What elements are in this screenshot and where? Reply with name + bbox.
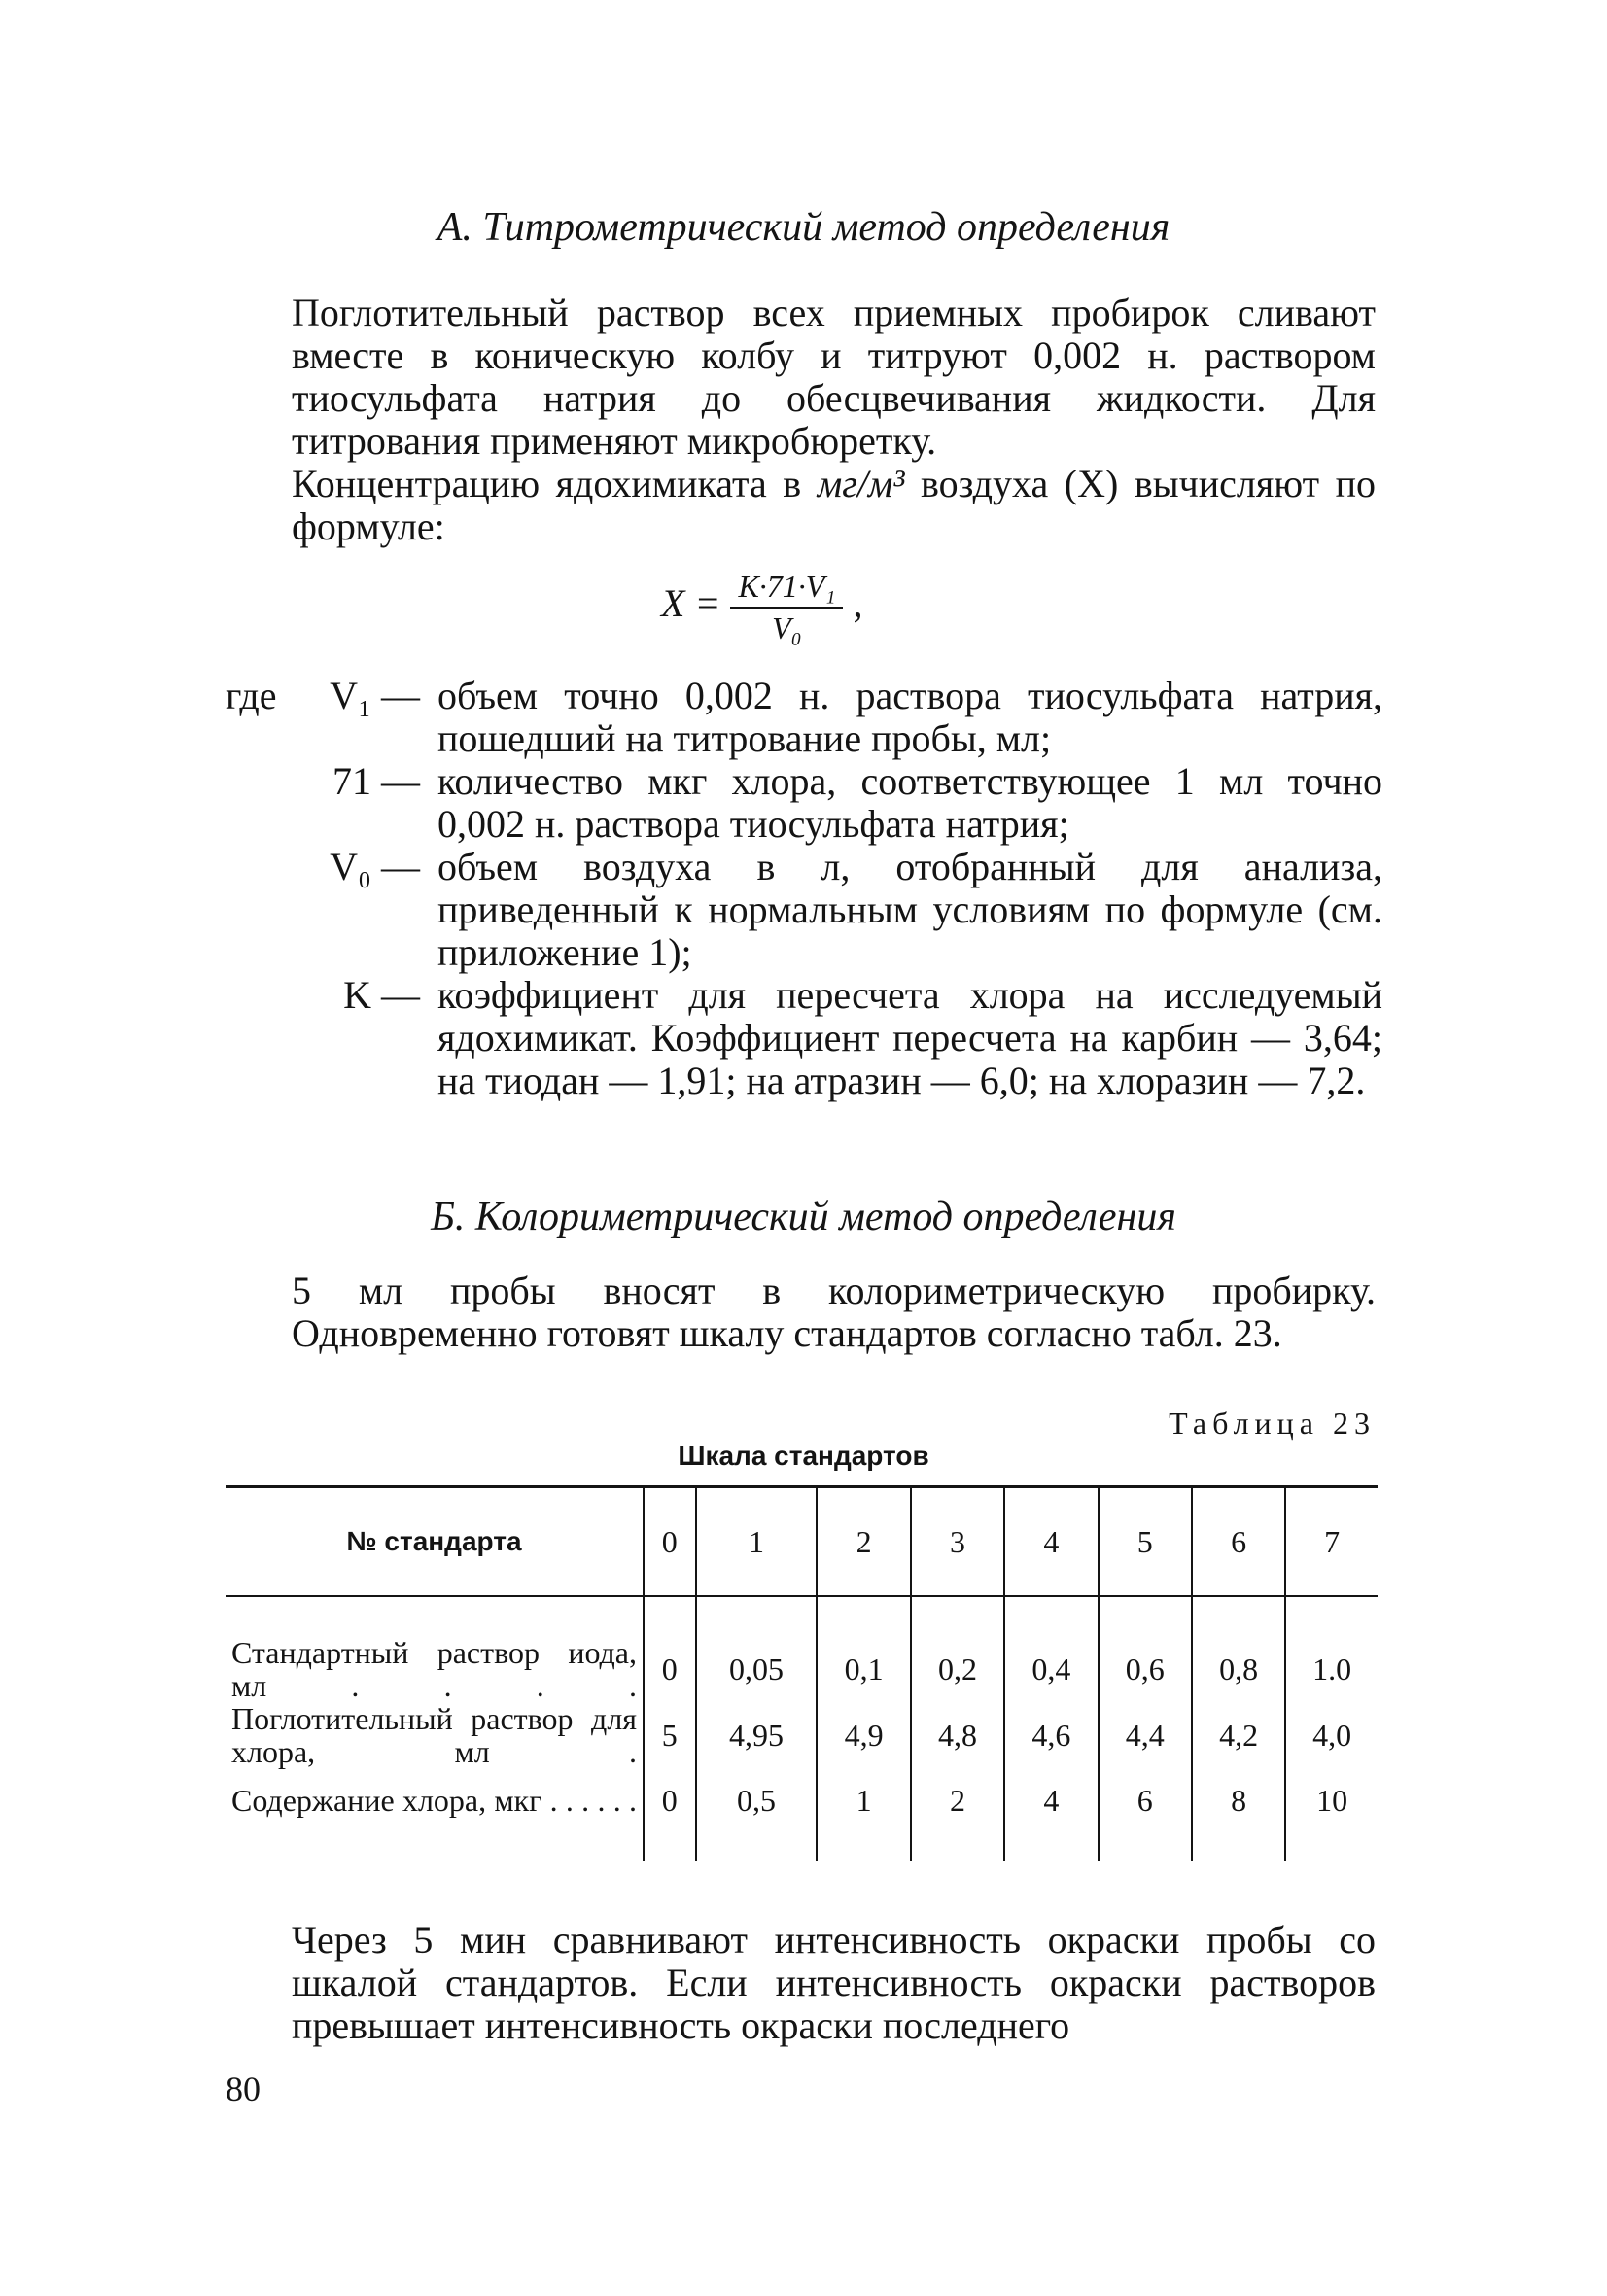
table-cell: 1.0 [1285,1596,1378,1702]
row-label-cell [226,1702,644,1768]
header-cell: 4 [1004,1487,1098,1597]
formula-fraction [730,569,843,646]
table-cell: 4,4 [1099,1702,1192,1768]
table-cell: 4,9 [817,1702,910,1768]
definition-symbol: V₀ — [330,845,420,888]
table-cell: 2 [911,1768,1004,1861]
paragraph-text: 5 мл пробы вносят в колориметрическую пробирку. Одновременно готовят шкалу стандартов согласно табл. 23. [292,1269,1376,1355]
table-title: Шкала стандартов [678,1441,929,1471]
row-label-cell [226,1596,644,1702]
standards-table [226,1485,1378,1861]
header-cell: 5 [1099,1487,1192,1597]
table-cell: 0 [644,1768,696,1861]
table-cell: 4,95 [696,1702,818,1768]
definition-item [226,675,1382,760]
table-cell: 4,2 [1192,1702,1285,1768]
row-label-cell [226,1768,644,1861]
section-a-paragraph [226,292,1376,463]
definition-text: количество мкг хлора, соответствующее 1 мл точно 0,002 н. раствора тиосульфата натрия; [437,759,1382,846]
formula-lhs: X = [661,581,721,626]
table-cell: 0,6 [1099,1596,1192,1702]
header-cell: 3 [911,1487,1004,1597]
header-cell: 0 [644,1487,696,1597]
definition-text: объем воздуха в л, отобранный для анализа, приведенный к нормальным условиям по формуле (см. приложение 1); [437,845,1382,974]
definition-item [226,760,1382,846]
table-cell: 4 [1004,1768,1098,1861]
table-row [226,1702,1378,1768]
table-number: Таблица 23 [1169,1406,1376,1441]
table-row [226,1596,1378,1702]
table-cell: 4,0 [1285,1702,1378,1768]
formula [661,569,862,646]
symbol-text: V₁ — [330,674,420,717]
table-cell: 0,2 [911,1596,1004,1702]
header-cell: 6 [1192,1487,1285,1597]
header-cell [226,1487,644,1597]
table-cell: 8 [1192,1768,1285,1861]
final-paragraph [226,1919,1376,2047]
table-cell: 0,05 [696,1596,818,1702]
row-label: Содержание хлора, мкг . . . . . . [231,1783,637,1818]
header-cell: 2 [817,1487,910,1597]
unit-text: мг/м³ [817,462,905,505]
table-cell: 0,1 [817,1596,910,1702]
where-label: где [226,674,277,717]
table-cell: 0,5 [696,1768,818,1861]
page-number: 80 [226,2070,261,2108]
table-cell: 10 [1285,1768,1378,1861]
section-a-title: А. Титрометрический метод определения [437,205,1170,250]
table-cell: 6 [1099,1768,1192,1861]
table-cell: 0 [644,1596,696,1702]
definition-text: объем точно 0,002 н. раствора тиосульфата натрия, пошедший на титрование пробы, мл; [437,674,1382,760]
text-run: Концентрацию ядохимиката в [292,462,818,505]
definition-symbol: K — [343,973,420,1017]
section-b-paragraph [226,1270,1376,1355]
paragraph-text: Через 5 мин сравнивают интенсивность окраски пробы со шкалой стандартов. Если интенсивность окраски растворов превышает интенсивность окраски последнего [292,1918,1376,2047]
paragraph-text: Поглотительный раствор всех приемных пробирок сливают вместе в коническую колбу и титруют 0,002 н. раствором тиосульфата натрия до обесцвечивания жидкости. Для титрования применяют микробюретку. [292,291,1376,463]
definition-text: коэффициент для пересчета хлора на исследуемый ядохимикат. Коэффициент пересчета на карбин — 3,64; на тиодан — 1,91; на атразин — 6,0; на хлоразин — 7,2. [437,973,1382,1102]
section-b-title: Б. Колориметрический метод определения [431,1195,1176,1239]
formula-comma: , [853,581,863,626]
formula-denominator: V₀ [772,610,802,645]
table-header-row [226,1487,1378,1597]
table-cell: 4,8 [911,1702,1004,1768]
definition-item [226,846,1382,974]
table-row [226,1768,1378,1861]
paragraph-text-2 [226,463,1376,548]
row-label: Стандартный раствор иода, мл . . . . [231,1635,637,1703]
table-cell: 0,8 [1192,1596,1285,1702]
definitions-list [226,675,1382,1102]
table-cell: 5 [644,1702,696,1768]
text-run: воздуха (X) вычисляют по формуле: [292,462,1376,548]
definition-item [226,974,1382,1102]
row-label: Поглотительный раствор для хлора, мл . [231,1701,637,1769]
table-cell: 0,4 [1004,1596,1098,1702]
table-cell: 4,6 [1004,1702,1098,1768]
header-label: № стандарта [346,1526,522,1556]
formula-numerator: K·71·V₁ [730,569,843,609]
header-cell: 1 [696,1487,818,1597]
table-cell: 1 [817,1768,910,1861]
header-cell: 7 [1285,1487,1378,1597]
definition-symbol [226,675,420,717]
section-a-paragraph-2 [226,463,1376,548]
definition-symbol: 71 — [332,759,420,803]
